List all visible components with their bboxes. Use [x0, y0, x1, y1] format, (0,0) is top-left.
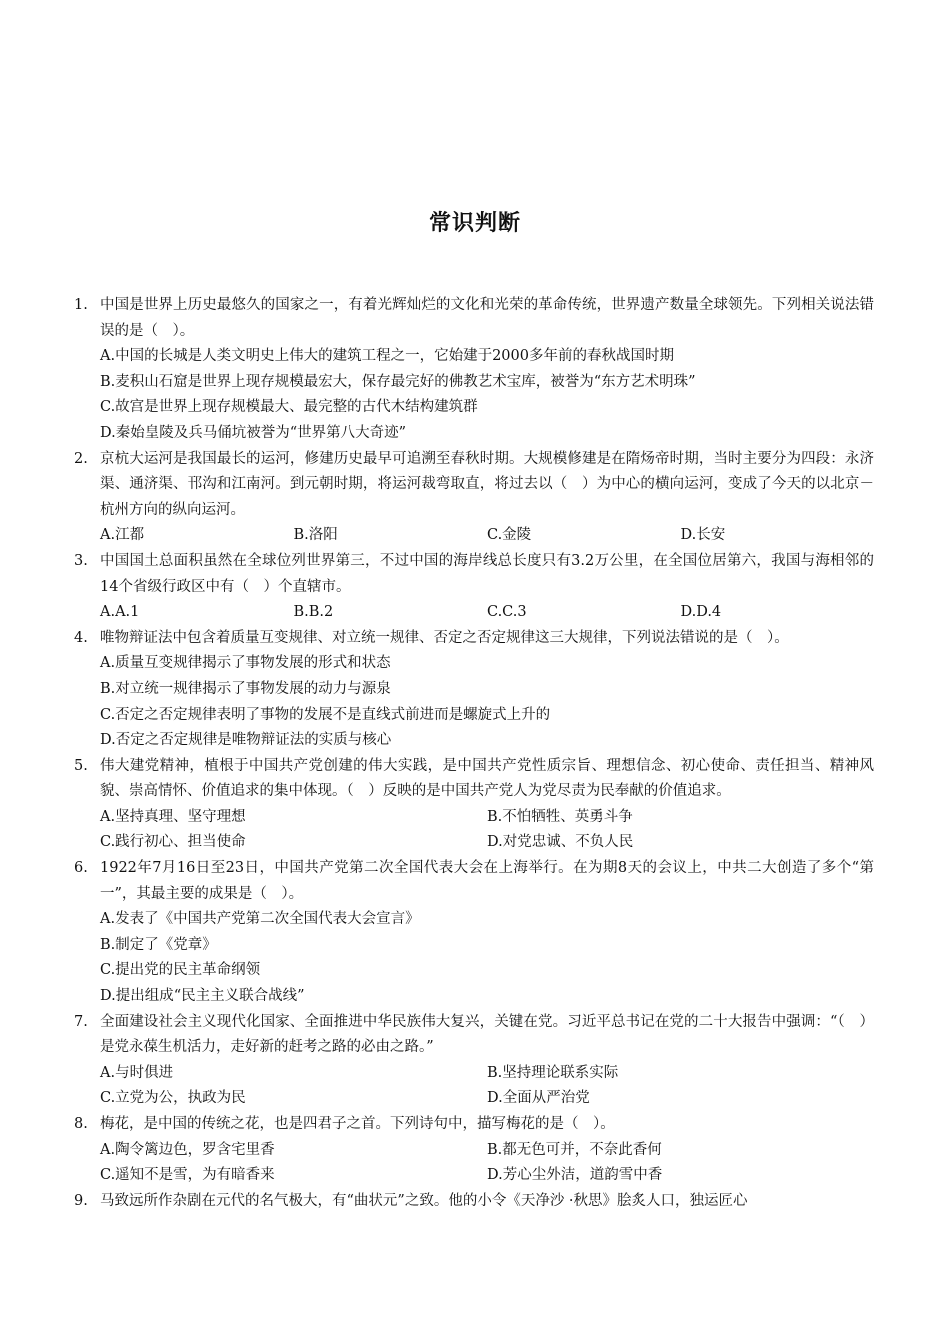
- option-b: B.对立统一规律揭示了事物发展的动力与源泉: [100, 680, 391, 697]
- question-number: 6.: [74, 860, 88, 877]
- option-c: C.否定之否定规律表明了事物的发展不是直线式前进而是螺旋式上升的: [100, 706, 551, 723]
- option-b: B.麦积山石窟是世界上现存规模最宏大，保存最完好的佛教艺术宝库，被誉为“东方艺术明珠”: [100, 373, 696, 390]
- option-a: A.江都: [100, 527, 145, 544]
- question-7: [74, 1010, 874, 1112]
- question-number: 1.: [74, 297, 88, 313]
- option-a: A.发表了《中国共产党第二次全国代表大会宣言》: [100, 911, 420, 928]
- option-b: B.不怕牺牲、英勇斗争: [487, 808, 633, 825]
- option-b: B.B.2: [293, 604, 334, 621]
- option-a: A.中国的长城是人类文明史上伟大的建筑工程之一，它始建于2000多年前的春秋战国时期: [100, 348, 674, 365]
- option-c: C.践行初心、担当使命: [100, 834, 246, 851]
- question-stem: 全面建设社会主义现代化国家、全面推进中华民族伟大复兴，关键在党。习近平总书记在党的二十大报告中强调：“（ ）是党永葆生机活力，走好新的赶考之路的必由之路。”: [100, 1013, 874, 1056]
- option-c: C.遥知不是雪，为有暗香来: [100, 1167, 275, 1184]
- question-stem: 唯物辩证法中包含着质量互变规律、对立统一规律、否定之否定规律这三大规律，下列说法错说的是（ ）。: [100, 629, 789, 646]
- option-d: D.否定之否定规律是唯物辩证法的实质与核心: [100, 732, 392, 749]
- option-a: A.质量互变规律揭示了事物发展的形式和状态: [100, 655, 391, 672]
- option-row: [100, 600, 874, 626]
- option-row: [100, 1086, 874, 1112]
- option-c: C.提出党的民主革命纲领: [100, 962, 261, 979]
- option-b: B.洛阳: [293, 527, 338, 544]
- question-6: [74, 856, 874, 1010]
- option-row: [100, 805, 874, 831]
- question-list: [74, 293, 874, 1214]
- option-a: A.与时俱进: [100, 1064, 174, 1081]
- page-title: 常识判断: [428, 210, 521, 236]
- question-stem: 伟大建党精神，植根于中国共产党创建的伟大实践，是中国共产党性质宗旨、理想信念、初心使命、责任担当、精神风貌、崇高情怀、价值追求的集中体现。（ ）反映的是中国共产党人为党尽责为民奉献的价值追求。: [100, 757, 874, 800]
- question-stem: 京杭大运河是我国最长的运河，修建历史最早可追溯至春秋时期。大规模修建是在隋炀帝时期，当时主要分为四段：永济渠、通济渠、邗沟和江南河。到元朝时期，将运河裁弯取直，将过去以（ ）为中心的横向运河，变成了今天的以北京－杭州方向的纵向运河。: [100, 450, 874, 518]
- question-5: [74, 754, 874, 856]
- option-row: [100, 830, 874, 856]
- option-c: C.立党为公，执政为民: [100, 1090, 246, 1107]
- question-3: [74, 549, 874, 626]
- question-stem: 中国国土总面积虽然在全球位列世界第三，不过中国的海岸线总长度只有3.2万公里，在全国位居第六，我国与海相邻的14个省级行政区中有（ ）个直辖市。: [100, 552, 874, 595]
- option-c: C.C.3: [487, 604, 527, 621]
- option-c: C.故宫是世界上现存规模最大、最完整的古代木结构建筑群: [100, 399, 478, 416]
- option-d: D.长安: [680, 527, 726, 544]
- option-d: D.对党忠诚、不负人民: [487, 834, 634, 851]
- option-d: D.提出组成“民主主义联合战线”: [100, 988, 305, 1005]
- option-row: [100, 1138, 874, 1164]
- option-a: A.A.1: [100, 604, 140, 621]
- option-b: B.制定了《党章》: [100, 936, 217, 953]
- question-number: 9.: [74, 1192, 88, 1209]
- question-number: 8.: [74, 1116, 88, 1132]
- question-9: [74, 1189, 874, 1215]
- question-4: [74, 626, 874, 754]
- option-row: [100, 1061, 874, 1087]
- question-8: [74, 1112, 874, 1189]
- question-number: 5.: [74, 757, 88, 774]
- option-c: C.金陵: [487, 527, 532, 544]
- question-stem: 1922年7月16日至23日，中国共产党第二次全国代表大会在上海举行。在为期8天的会议上，中共二大创造了多个“第一”，其最主要的成果是（ ）。: [100, 860, 874, 902]
- option-d: D.全面从严治党: [487, 1090, 590, 1107]
- option-row: [100, 523, 874, 549]
- question-number: 7.: [74, 1013, 88, 1030]
- option-d: D.秦始皇陵及兵马俑坑被誉为“世界第八大奇迹”: [100, 424, 407, 441]
- option-d: D.D.4: [680, 604, 722, 621]
- option-a: A.坚持真理、坚守理想: [100, 808, 246, 825]
- question-stem: 中国是世界上历史最悠久的国家之一，有着光辉灿烂的文化和光荣的革命传统，世界遗产数量全球领先。下列相关说法错误的是（ ）。: [100, 297, 874, 339]
- option-d: D.芳心尘外洁，道韵雪中香: [487, 1167, 663, 1184]
- question-number: 2.: [74, 450, 88, 467]
- question-number: 3.: [74, 552, 88, 569]
- option-b: B.都无色可并，不奈此香何: [487, 1141, 662, 1158]
- option-b: B.坚持理论联系实际: [487, 1064, 619, 1081]
- question-stem: 梅花，是中国的传统之花，也是四君子之首。下列诗句中，描写梅花的是（ ）。: [100, 1116, 615, 1132]
- question-number: 4.: [74, 629, 88, 646]
- question-2: [74, 447, 874, 549]
- option-a: A.陶令篱边色，罗含宅里香: [100, 1141, 275, 1158]
- question-stem: 马致远所作杂剧在元代的名气极大，有“曲状元”之致。他的小令《天净沙 ·秋思》脍炙人口，独运匠心: [100, 1192, 748, 1209]
- option-row: [100, 1163, 874, 1189]
- question-1: [74, 293, 874, 447]
